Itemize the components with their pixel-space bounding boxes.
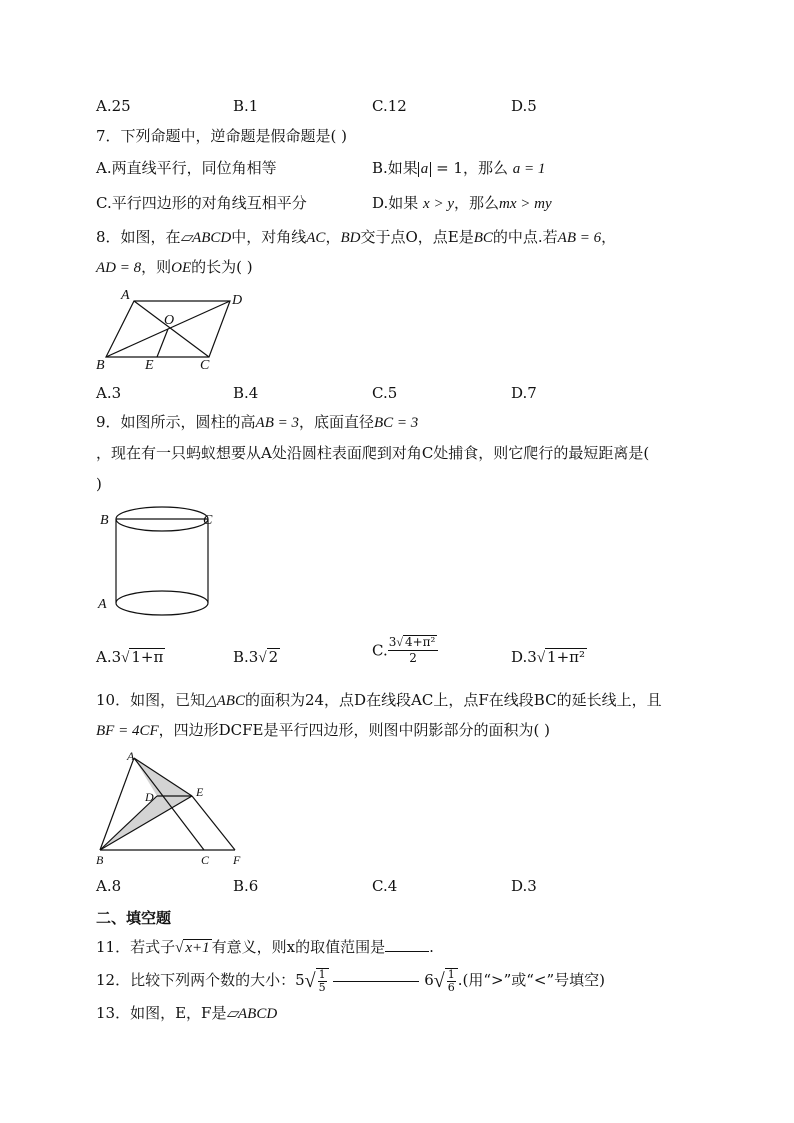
fraction-denominator: 6 <box>447 981 455 994</box>
q10-option-d: D.3 <box>511 877 537 895</box>
q8-option-c: C.5 <box>372 384 398 402</box>
radical-sign: √ <box>258 650 267 666</box>
q8-bd: BD <box>340 230 361 246</box>
q8-stem-part: 8．如图，在 <box>96 228 181 246</box>
q10-option-b: B.6 <box>233 877 259 895</box>
radical-sign: √ <box>536 650 546 666</box>
q9-option-radicand: 2 <box>268 648 279 666</box>
radical-sign: √ <box>121 650 130 666</box>
q9-cylinder-figure <box>94 503 234 628</box>
q7-option-b-mid: = 1，那么 <box>436 159 508 177</box>
q7-stem: 7．下列命题中，逆命题是假命题是( ) <box>96 127 348 145</box>
q7-option-a: A.两直线平行，同位角相等 <box>96 159 277 177</box>
q8-stem-line1 <box>96 227 616 248</box>
q8-stem-line2 <box>96 257 253 278</box>
q13-parallelogram-name: ▱ABCD <box>226 1006 278 1022</box>
q7-option-d-result: mx > my <box>499 196 552 212</box>
q8-stem-part: ， <box>601 228 617 246</box>
q10-segment-be <box>100 796 192 850</box>
q8-label-b: B <box>96 358 105 373</box>
q10-option-c: C.4 <box>372 877 398 895</box>
q10-triangle-figure <box>94 748 254 870</box>
q9-option-coef: 3 <box>388 635 397 649</box>
fraction-denominator: 2 <box>409 651 417 665</box>
q9-label-b: B <box>100 513 109 528</box>
q10-triangle-name: △ABC <box>205 693 245 709</box>
q7-option-d-mid: ，那么 <box>453 194 499 212</box>
q8-option-b: B.4 <box>233 384 259 402</box>
q12-fraction-1 <box>316 968 329 994</box>
q9-cylinder-bottom <box>116 591 208 615</box>
q11-stem-part: 有意义，则x的取值范围是 <box>211 938 386 956</box>
q8-stem-part: 交于点O，点E是 <box>360 228 474 246</box>
q10-stem-part: 10．如图，已知 <box>96 691 206 709</box>
q10-label-c: C <box>201 853 210 867</box>
q7-option-b <box>372 158 545 179</box>
q9-stem-line3: ) <box>96 475 102 493</box>
q7-option-d <box>372 193 552 214</box>
q10-stem-line1 <box>96 690 662 711</box>
q9-option-label: B. <box>233 648 249 666</box>
q10-label-b: B <box>96 853 104 867</box>
q8-ab-eq: AB = 6 <box>557 230 602 246</box>
q9-stem-line2: ，现在有一只蚂蚁想要从A处沿圆柱表面爬到对角C处捕食，则它爬行的最短距离是( <box>96 444 650 462</box>
q12-answer-blank[interactable] <box>333 981 419 982</box>
q12-stem-part: .(用“>”或“<”号填空) <box>457 971 606 989</box>
q8-label-d: D <box>232 293 243 308</box>
q7-option-b-prefix: B.如果 <box>372 159 418 177</box>
q8-diagonal-ac <box>134 301 209 357</box>
q9-option-label: C. <box>372 641 388 660</box>
q10-stem-line2 <box>96 720 550 741</box>
q9-option-radicand: 4+π² <box>404 635 436 649</box>
q13-stem-part: 13．如图，E，F是 <box>96 1004 227 1022</box>
q10-label-f: F <box>233 853 241 867</box>
q8-stem-part: ， <box>325 228 341 246</box>
section-heading-fill-in: 二、填空题 <box>96 909 172 927</box>
q9-option-c <box>372 635 438 666</box>
q6-option-d: D.5 <box>511 97 537 115</box>
q8-option-d: D.7 <box>511 384 537 402</box>
q9-option-d <box>511 647 587 668</box>
q8-bc: BC <box>473 230 493 246</box>
q8-label-a: A <box>121 288 130 303</box>
q11-answer-blank[interactable] <box>385 951 429 952</box>
q9-option-coef: 3 <box>527 648 537 666</box>
q9-label-c: C <box>203 513 213 528</box>
q12-stem <box>96 966 605 995</box>
q10-label-a: A <box>127 749 135 763</box>
q6-option-b: B.1 <box>233 97 259 115</box>
q9-option-label: A. <box>96 648 112 666</box>
q9-option-label: D. <box>511 648 528 666</box>
q10-label-d: D <box>145 790 154 804</box>
q9-option-coef: 3 <box>111 648 122 666</box>
q7-option-b-abs: a <box>418 162 432 177</box>
q9-option-coef: 3 <box>248 648 259 666</box>
q10-stem-part: 的面积为24，点D在线段AC上，点F在线段BC的延长线上，且 <box>244 691 662 709</box>
q9-option-radicand: 1+π² <box>547 648 586 666</box>
radical-sign: √ <box>175 940 184 956</box>
q9-bc-eq: BC = 3 <box>374 415 419 431</box>
q7-option-d-prefix: D.如果 <box>372 194 419 212</box>
q8-stem-part: 的中点.若 <box>492 228 558 246</box>
q10-side-ac <box>134 758 204 850</box>
fraction-numerator: 1 <box>318 968 326 981</box>
q12-coef-1: 5 <box>295 971 305 989</box>
q7-option-d-condition: x > y <box>423 196 454 212</box>
q11-radicand: x+1 <box>185 940 210 956</box>
radical-sign: √ <box>433 970 445 992</box>
q9-label-a: A <box>98 597 107 612</box>
q10-option-a: A.8 <box>96 877 122 895</box>
fraction-denominator: 5 <box>318 981 326 994</box>
q9-option-b <box>233 647 280 668</box>
q7-option-c: C.平行四边形的对角线互相平分 <box>96 194 307 212</box>
q12-coef-2: 6 <box>424 971 434 989</box>
q8-label-o: O <box>164 313 175 328</box>
q9-stem-part: ，底面直径 <box>299 413 375 431</box>
q6-option-c: C.12 <box>372 97 407 115</box>
q9-stem-part: 9．如图所示，圆柱的高 <box>96 413 256 431</box>
q10-stem-part: ，四边形DCFE是平行四边形，则图中阴影部分的面积为( ) <box>158 721 550 739</box>
q8-label-c: C <box>200 358 210 373</box>
q8-stem-part: 的长为( ) <box>191 258 253 276</box>
q7-option-b-result: a = 1 <box>512 161 546 177</box>
q11-stem <box>96 937 434 958</box>
q9-stem-line1 <box>96 412 418 433</box>
q8-stem-part: 中，对角线 <box>231 228 307 246</box>
q8-oe: OE <box>171 260 192 276</box>
q8-parallelogram-figure <box>94 285 264 375</box>
q9-option-c-fraction <box>388 635 439 666</box>
q12-fraction-2 <box>445 968 458 994</box>
q8-parallelogram-name: ▱ABCD <box>180 230 232 246</box>
fraction-numerator <box>388 635 439 651</box>
q11-stem-part: 11．若式子 <box>96 938 176 956</box>
radical-sign: √ <box>396 635 403 649</box>
radical-sign: √ <box>304 970 316 992</box>
fraction-numerator: 1 <box>447 968 455 981</box>
q9-option-a <box>96 647 165 668</box>
q8-ac: AC <box>306 230 326 246</box>
q10-bf-eq: BF = 4CF <box>96 723 159 739</box>
q8-ad-eq: AD = 8 <box>96 260 142 276</box>
q8-label-e: E <box>145 358 154 373</box>
q6-option-a: A.25 <box>96 97 131 115</box>
q12-stem-part: 12．比较下列两个数的大小： <box>96 971 296 989</box>
q10-segment-bd <box>100 796 157 850</box>
q9-option-radicand: 1+π <box>131 648 164 666</box>
q10-label-e: E <box>196 785 204 799</box>
q9-ab-eq: AB = 3 <box>255 415 299 431</box>
q11-stem-part: . <box>429 938 434 956</box>
q13-stem <box>96 1003 277 1024</box>
q8-option-a: A.3 <box>96 384 122 402</box>
q8-stem-part: ，则 <box>141 258 172 276</box>
